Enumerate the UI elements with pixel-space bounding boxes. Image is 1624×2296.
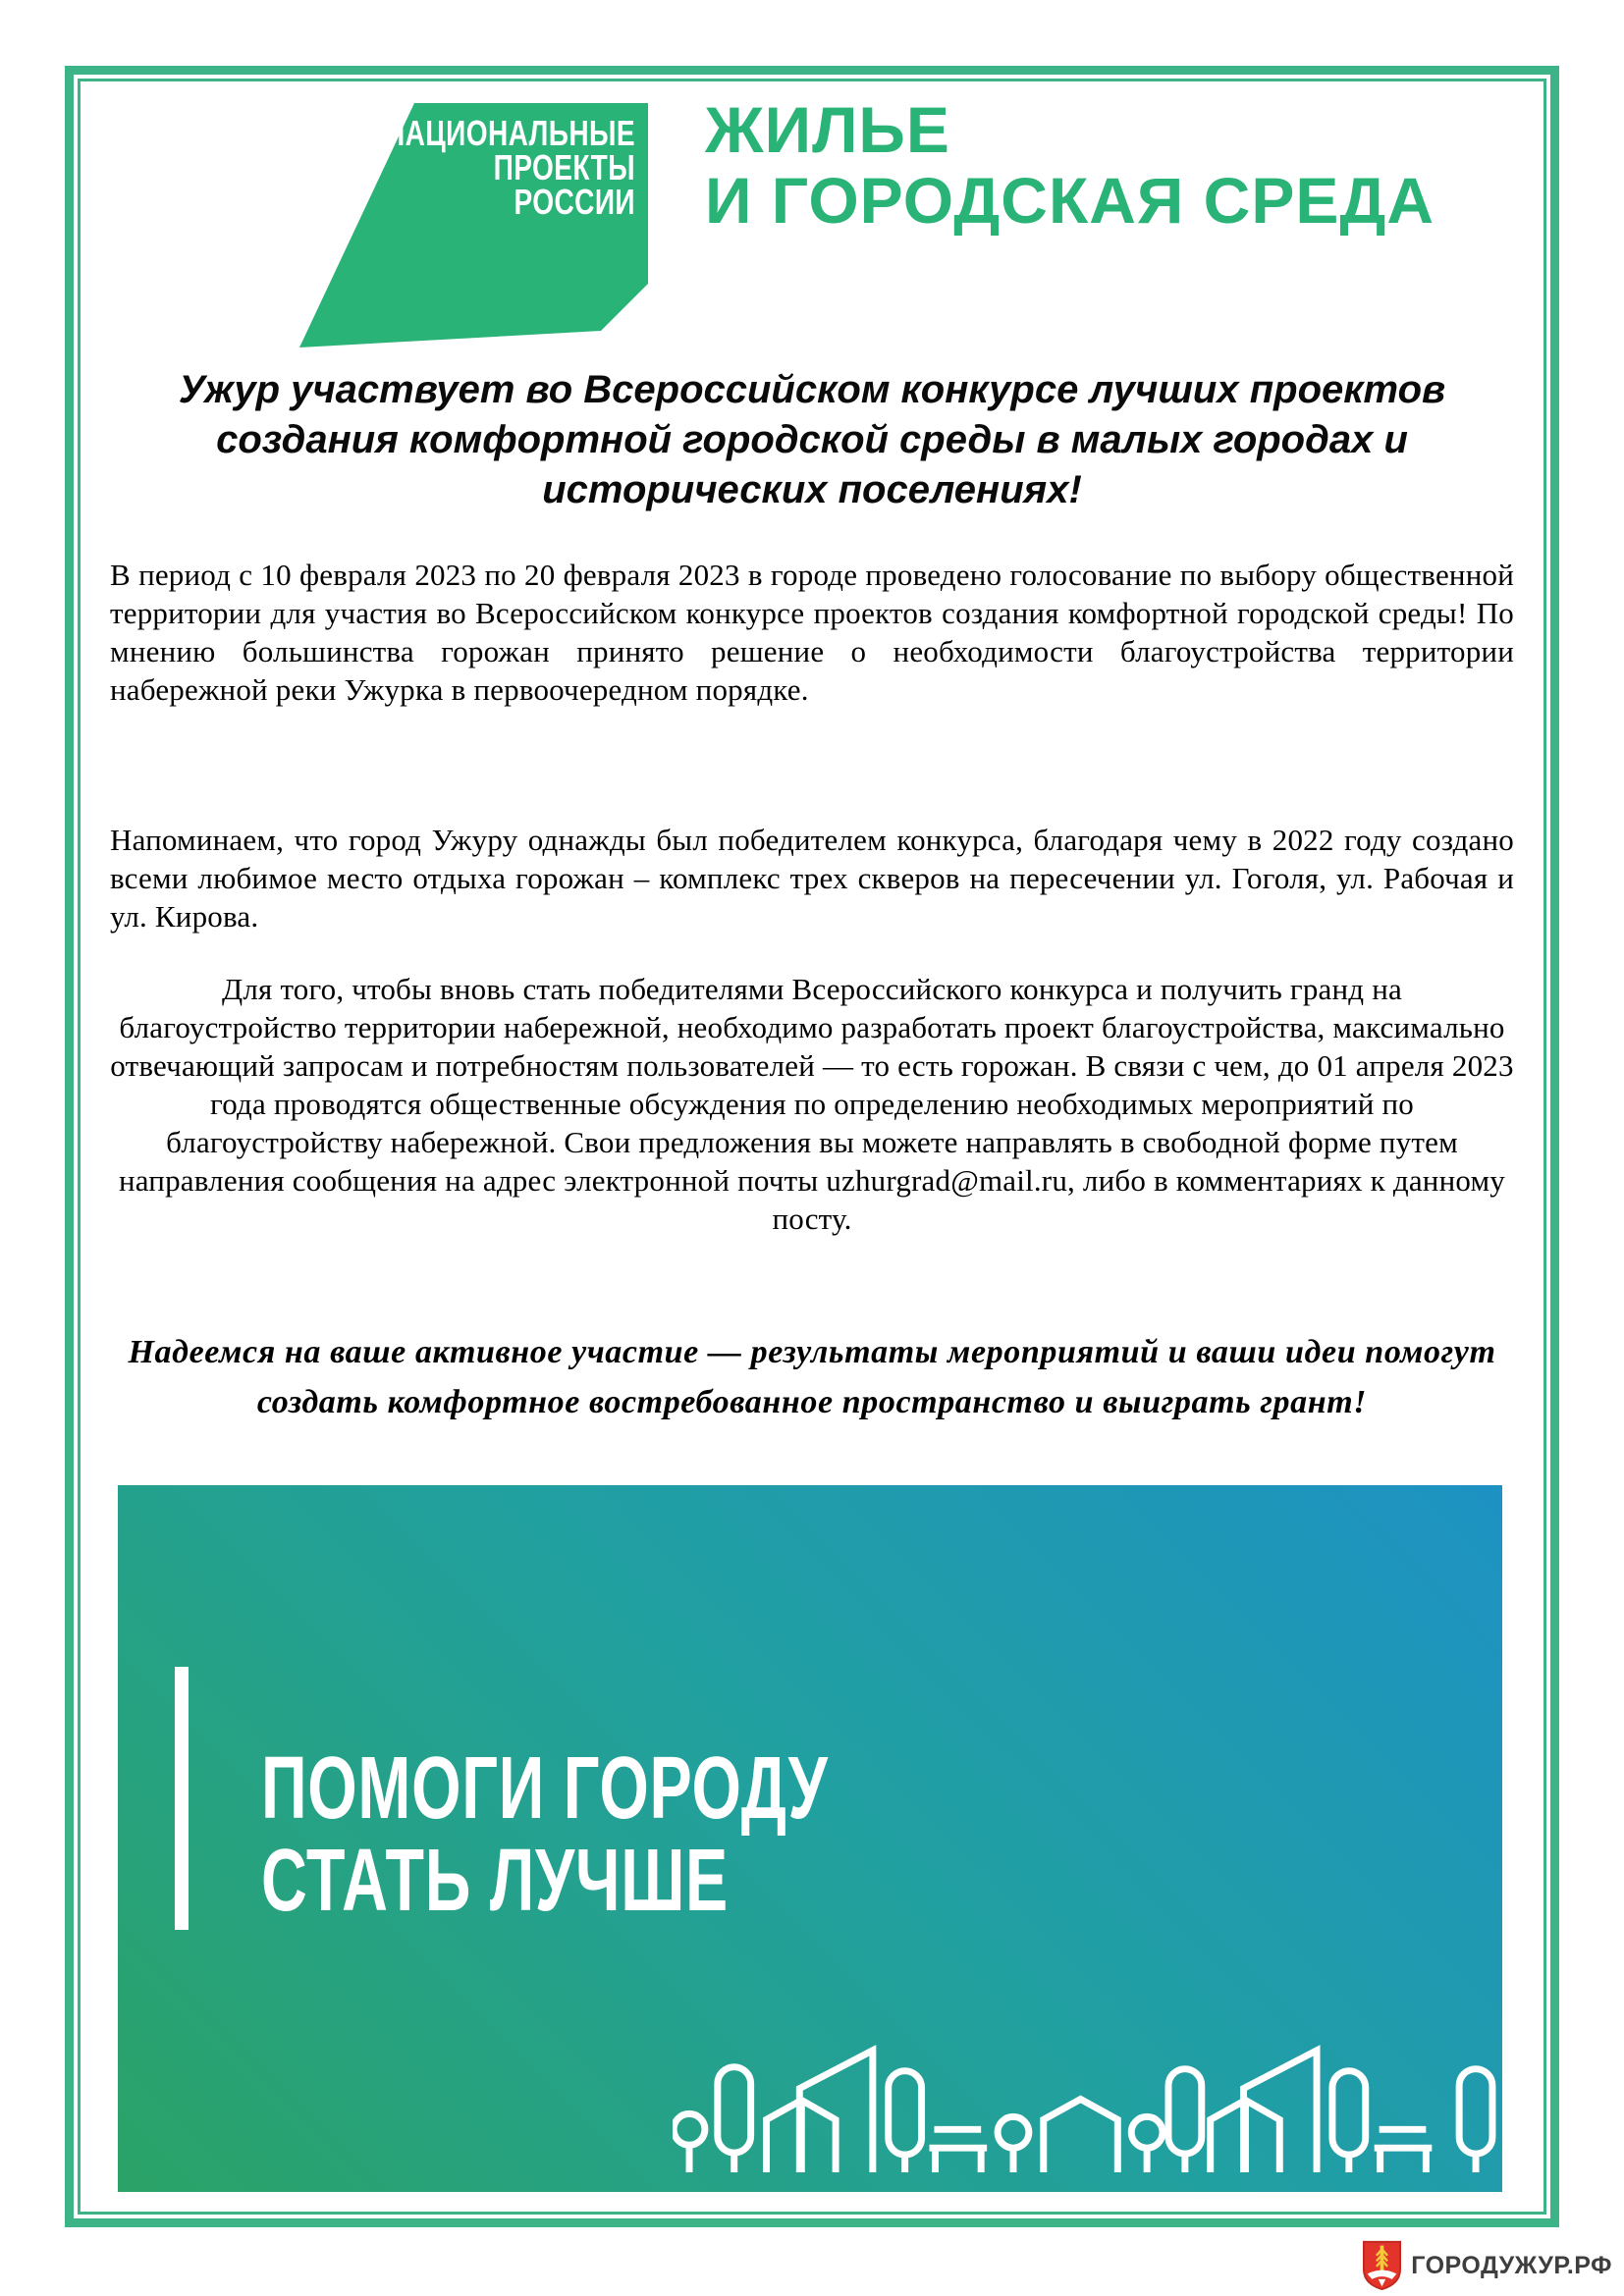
page-title-line: Ужур участвует во Всероссийском конкурсе лучших проектов xyxy=(178,368,1446,411)
banner-image xyxy=(118,1485,1502,2192)
program-title-line: ЖИЛЬЕ xyxy=(705,93,950,166)
footer-brand xyxy=(1362,2240,1612,2291)
page-title xyxy=(90,365,1534,515)
round-tree-icon xyxy=(1131,2116,1163,2148)
page-title-line: создания комфортной городской среды в малых городах и xyxy=(216,418,1408,461)
oval-tree-icon xyxy=(718,2067,751,2153)
flag-logo-line: ПРОЕКТЫ xyxy=(493,147,635,187)
oval-tree-icon xyxy=(1168,2069,1202,2154)
uzhur-coat-of-arms-icon xyxy=(1362,2240,1402,2291)
paragraph-callout: Надеемся на ваше активное участие — результаты мероприятий и ваши идеи помогут создать комфортное востребованное пространство и выиграть грант! xyxy=(128,1334,1496,1420)
round-tree-icon xyxy=(674,2113,705,2145)
paragraph-voting: В период с 10 февраля 2023 по 20 февраля 2023 в городе проведено голосование по выбору общественной территории для участия во Всероссийском конкурсе проектов создания комфортной городской среды! По мнению большинства горожан принято решение о необходимости благоустройства территории набережной реки Ужурка в первоочередном порядке. xyxy=(110,558,1514,707)
oval-tree-icon xyxy=(889,2071,922,2155)
program-title xyxy=(705,94,1435,236)
oval-tree-icon xyxy=(1459,2069,1492,2154)
round-tree-icon xyxy=(998,2116,1029,2148)
national-projects-flag-logo xyxy=(299,103,651,350)
flag-logo-line: НАЦИОНАЛЬНЫЕ xyxy=(384,113,635,153)
flag-logo-text xyxy=(384,113,635,222)
page-title-line: исторических поселениях! xyxy=(542,468,1082,511)
house-icon xyxy=(1044,2099,1118,2172)
footer-site-label: ГОРОДУЖУР.РФ xyxy=(1411,2251,1612,2279)
paragraph-reminder: Напоминаем, что город Ужуру однажды был победителем конкурса, благодаря чему в 2022 году создано всеми любимое место отдыха горожан – комплекс трех скверов на пересечении ул. Гоголя, ул. Рабочая и ул. Кирова. xyxy=(110,823,1514,934)
banner-slogan xyxy=(261,1739,829,1930)
city-skyline-icons xyxy=(673,2018,1502,2176)
banner-slogan-line: СТАТЬ ЛУЧШЕ xyxy=(261,1832,729,1930)
oval-tree-icon xyxy=(1332,2071,1366,2155)
banner-accent-bar xyxy=(175,1667,189,1930)
banner-slogan-line: ПОМОГИ ГОРОДУ xyxy=(261,1739,829,1838)
program-title-line: И ГОРОДСКАЯ СРЕДА xyxy=(705,164,1435,237)
flag-logo-line: РОССИИ xyxy=(514,182,635,222)
paragraph-discussion: Для того, чтобы вновь стать победителями Всероссийского конкурса и получить гранд на благоустройство территории набережной, необходимо разработать проект благоустройства, максимально отвечающий запросам и потребностям пользователей — то есть горожан. В связи с чем, до 01 апреля 2023 года проводятся общественные обсуждения по определению необходимых мероприятий по благоустройству набережной. Свои предложения вы можете направлять в свободной форме путем направления сообщения на адрес электронной почты uzhurgrad@mail.ru, либо в комментариях к данному посту. xyxy=(110,972,1514,1236)
